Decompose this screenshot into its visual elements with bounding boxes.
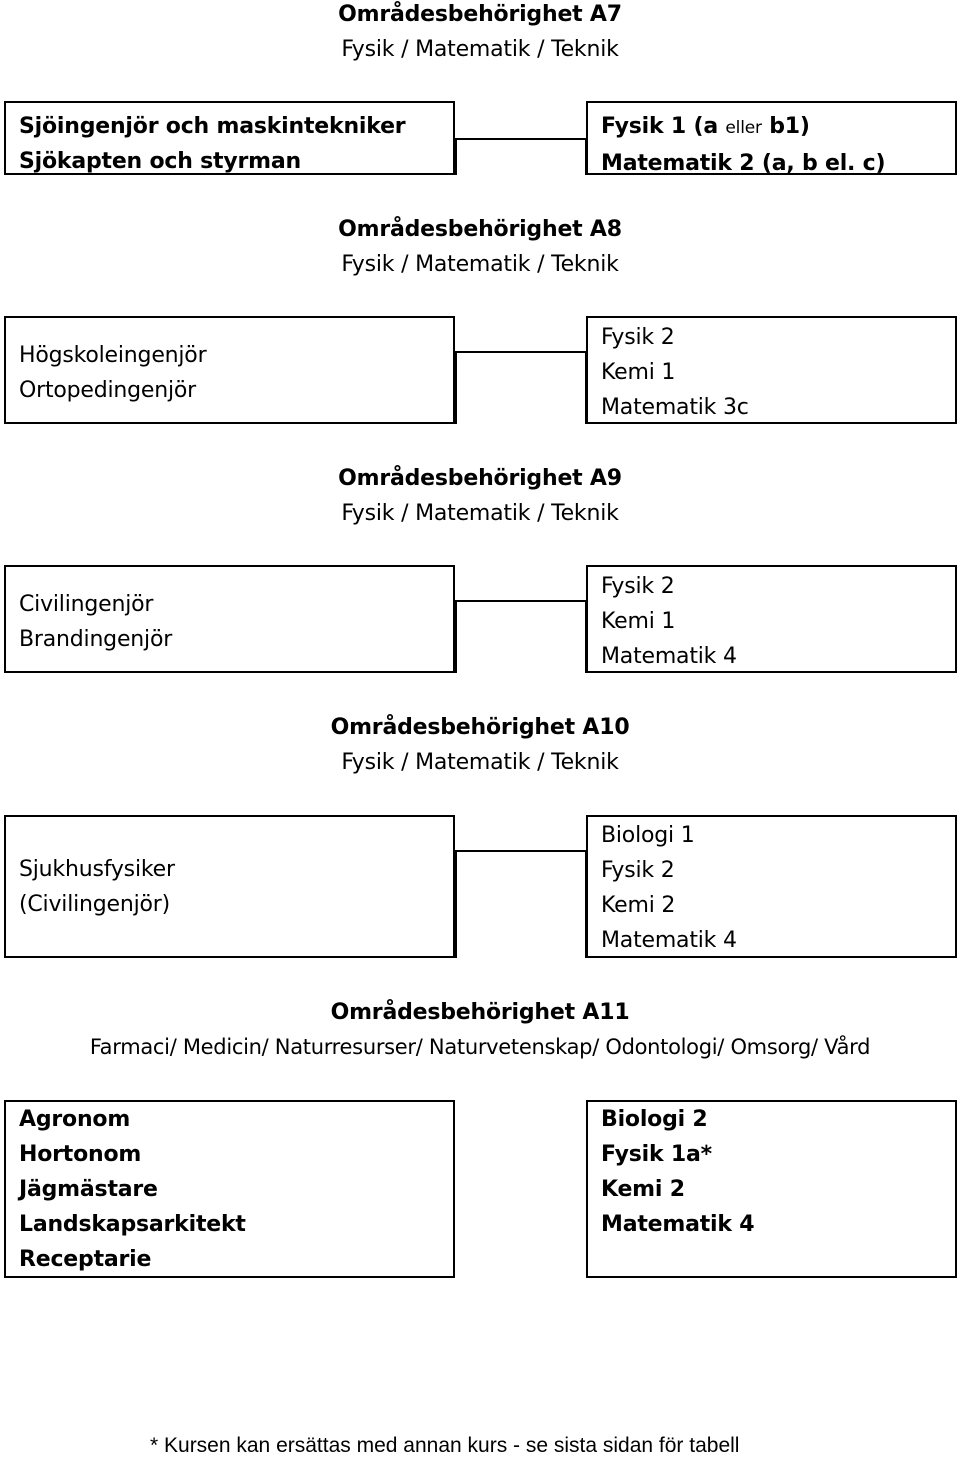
course-item: Matematik 3c	[601, 395, 749, 420]
section-a10-title: Områdesbehörighet A10	[330, 715, 630, 740]
course-item: Kemi 2	[601, 893, 676, 918]
section-a7-professions-box	[4, 101, 455, 175]
course-item: Fysik 2	[601, 574, 675, 599]
section-a10-connector	[455, 850, 587, 958]
course-item: Biologi 2	[601, 1107, 708, 1132]
section-a7-heading	[0, 0, 960, 67]
section-a7-courses-box	[586, 101, 957, 175]
section-a8-heading	[0, 212, 960, 282]
course-item: Fysik 1a*	[601, 1142, 712, 1167]
course-item: Kemi 1	[601, 609, 676, 634]
section-a9-subtitle: Fysik / Matematik / Teknik	[341, 501, 619, 526]
section-a11-heading	[0, 995, 960, 1065]
profession-item: (Civilingenjör)	[19, 892, 171, 917]
course-item: Fysik 2	[601, 325, 675, 350]
profession-item: Jägmästare	[19, 1177, 158, 1202]
section-a11-title: Områdesbehörighet A11	[330, 1000, 630, 1025]
course-item: Kemi 2	[601, 1177, 685, 1202]
section-a9-professions-box	[4, 565, 455, 673]
section-a11-subtitle: Farmaci/ Medicin/ Naturresurser/ Naturvetenskap/ Odontologi/ Omsorg/ Vård	[89, 1035, 871, 1059]
profession-item: Sjöingenjör och maskintekniker	[19, 114, 406, 139]
course-item: Matematik 4	[601, 928, 737, 953]
profession-item: Brandingenjör	[19, 627, 173, 652]
section-a7-title: Områdesbehörighet A7	[338, 2, 622, 27]
section-a9-heading	[0, 461, 960, 531]
section-a8-connector	[455, 351, 587, 424]
section-a7-subtitle: Fysik / Matematik / Teknik	[341, 37, 619, 62]
course-item: Kemi 1	[601, 360, 676, 385]
profession-item: Civilingenjör	[19, 592, 154, 617]
profession-item: Högskoleingenjör	[19, 343, 207, 368]
section-a11-courses-box	[586, 1100, 957, 1278]
section-a9-courses-box	[586, 565, 957, 673]
profession-item: Landskapsarkitekt	[19, 1212, 246, 1237]
section-a10-courses-box	[586, 815, 957, 958]
course-item: Fysik 2	[601, 858, 675, 883]
course-item: Fysik 1 (a eller b1)	[601, 114, 810, 139]
profession-item: Receptarie	[19, 1247, 152, 1272]
course-item: Biologi 1	[601, 823, 695, 848]
section-a9-title: Områdesbehörighet A9	[338, 466, 622, 491]
section-a10-heading	[0, 710, 960, 780]
profession-item: Sjukhusfysiker	[19, 857, 175, 882]
section-a11-professions-box	[4, 1100, 455, 1278]
profession-item: Sjökapten och styrman	[19, 149, 301, 174]
section-a9-connector	[455, 600, 587, 673]
section-a10-subtitle: Fysik / Matematik / Teknik	[341, 750, 619, 775]
section-a8-title: Områdesbehörighet A8	[338, 217, 622, 242]
course-item: Matematik 4	[601, 644, 737, 669]
section-a10-professions-box	[4, 815, 455, 958]
section-a7-connector	[455, 138, 587, 175]
section-a8-subtitle: Fysik / Matematik / Teknik	[341, 252, 619, 277]
course-item: Matematik 4	[601, 1212, 755, 1237]
section-a8-courses-box	[586, 316, 957, 424]
footnote: * Kursen kan ersättas med annan kurs - se sista sidan för tabell	[150, 1434, 740, 1457]
course-item: Matematik 2 (a, b el. c)	[601, 151, 886, 176]
profession-item: Agronom	[19, 1107, 131, 1132]
profession-item: Ortopedingenjör	[19, 378, 197, 403]
section-a8-professions-box	[4, 316, 455, 424]
profession-item: Hortonom	[19, 1142, 142, 1167]
